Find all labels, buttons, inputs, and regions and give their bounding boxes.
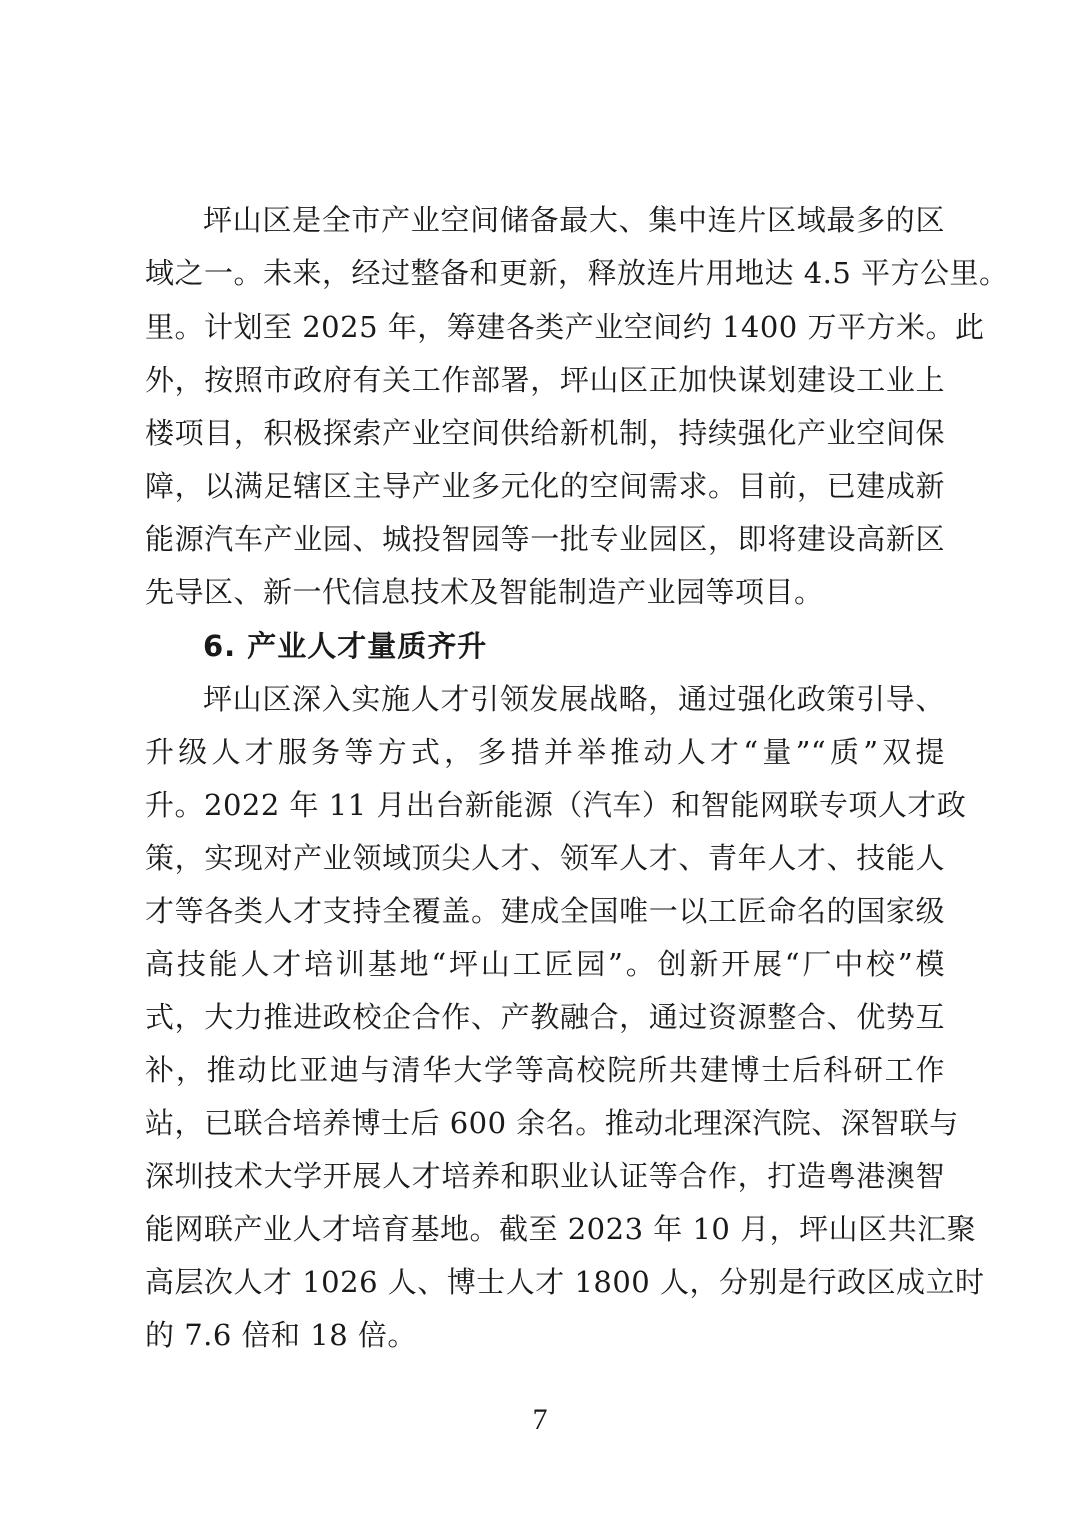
text-line: 里。计划至 2025 年，筹建各类产业空间约 1400 万平方米。此: [145, 310, 985, 344]
text-line: 能网联产业人才培育基地。截至 2023 年 10 月，坪山区共汇聚: [145, 1212, 977, 1246]
section-heading: 6. 产业人才量质齐升: [203, 629, 488, 663]
text-line: 升级人才服务等方式，多措并举推动人才“量”“质”双提: [145, 735, 945, 769]
text-line: 的 7.6 倍和 18 倍。: [145, 1318, 417, 1352]
text-line: 能源汽车产业园、城投智园等一批专业园区，即将建设高新区: [145, 522, 945, 556]
text-line: 障，以满足辖区主导产业多元化的空间需求。目前，已建成新: [145, 469, 945, 503]
text-line: 高技能人才培训基地“坪山工匠园”。创新开展“厂中校”模: [145, 947, 945, 981]
text-line: 楼项目，积极探索产业空间供给新机制，持续强化产业空间保: [145, 416, 945, 450]
text-line: 外，按照市政府有关工作部署，坪山区正加快谋划建设工业上: [145, 363, 945, 397]
text-line: 升。2022 年 11 月出台新能源（汽车）和智能网联专项人才政: [145, 788, 967, 822]
text-line: 高层次人才 1026 人、博士人才 1800 人，分别是行政区成立时: [145, 1265, 985, 1299]
page-number: 7: [532, 1403, 548, 1436]
text-line: 式，大力推进政校企合作、产教融合，通过资源整合、优势互: [145, 1000, 945, 1034]
text-line: 坪山区深入实施人才引领发展战略，通过强化政策引导、: [203, 682, 945, 716]
text-line: 坪山区是全市产业空间储备最大、集中连片区域最多的区: [203, 203, 945, 237]
text-line: 才等各类人才支持全覆盖。建成全国唯一以工匠命名的国家级: [145, 894, 945, 928]
text-line: 补，推动比亚迪与清华大学等高校院所共建博士后科研工作: [145, 1053, 945, 1087]
text-line: 先导区、新一代信息技术及智能制造产业园等项目。: [145, 575, 824, 609]
text-line: 深圳技术大学开展人才培养和职业认证等合作，打造粤港澳智: [145, 1159, 945, 1193]
text-line: 策，实现对产业领域顶尖人才、领军人才、青年人才、技能人: [145, 841, 945, 875]
text-line: 域之一。未来，经过整备和更新，释放连片用地达 4.5 平方公里。: [145, 256, 1009, 290]
text-line: 站，已联合培养博士后 600 余名。推动北理深汽院、深智联与: [145, 1106, 959, 1140]
